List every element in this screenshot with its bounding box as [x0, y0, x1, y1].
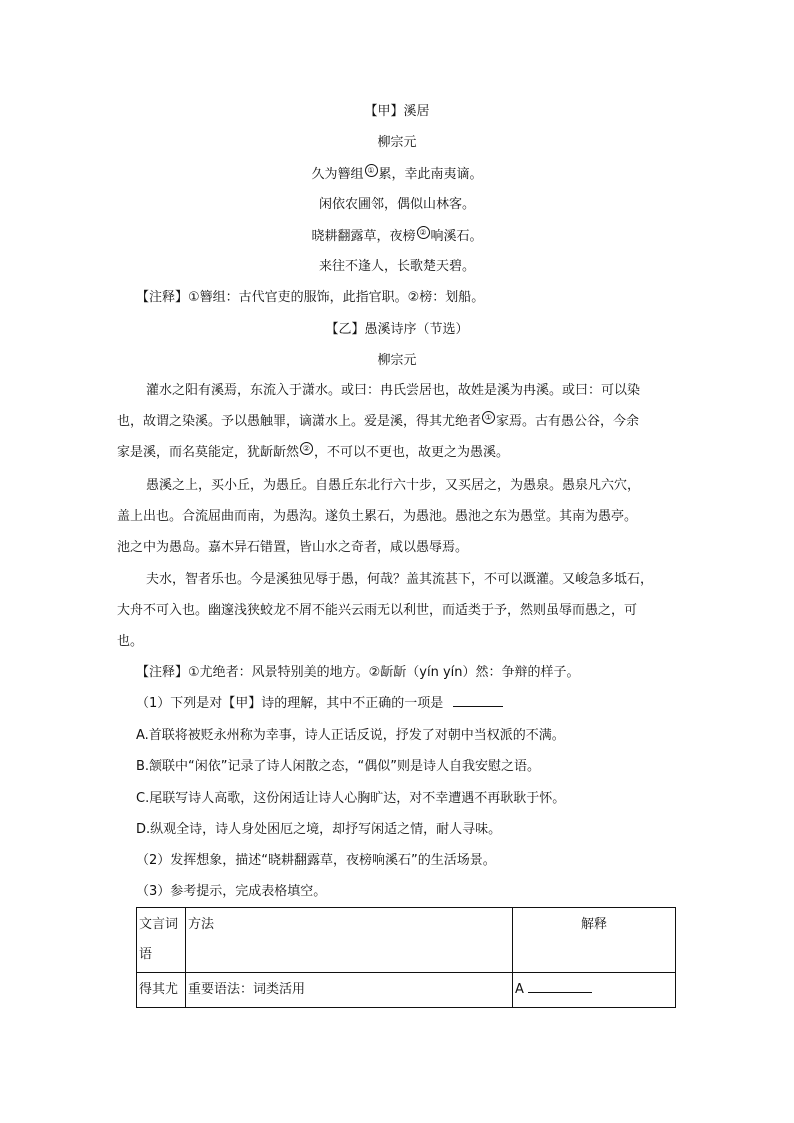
cell-explanation — [513, 973, 676, 1008]
poem-line-text: 久为簪组 — [311, 167, 364, 182]
note-marker-1: ① — [482, 411, 495, 424]
paragraph-line: 灌水之阳有溪焉，东流入于潇水。或曰：冉氏尝居也，故姓是溪为冉溪。或曰：可以染 — [146, 383, 641, 398]
option-c: C.尾联写诗人高歌，这份闲适让诗人心胸旷达，对不幸遭遇不再耿耿于怀。 — [136, 791, 566, 806]
question-1 — [136, 694, 503, 714]
paragraph-line: 大舟不可入也。幽邃浅狭蛟龙不屑不能兴云雨无以利世，而适类于予，然则虽辱而愚之，可 — [117, 603, 638, 618]
question-3: （3）参考提示，完成表格填空。 — [136, 884, 327, 899]
cell-word: 得其尤 — [137, 973, 186, 1008]
paragraph-line: 夫水，智者乐也。今是溪独见辱于愚，何哉？盖其流甚下，不可以溉灌。又峻急多坻石， — [146, 572, 654, 587]
cell-method: 重要语法：词类活用 — [186, 973, 513, 1008]
poem-a-author: 柳宗元 — [377, 135, 417, 150]
poem-a-note: 【注释】①簪组：古代官吏的服饰，此指官职。②榜：划船。 — [136, 290, 485, 305]
prose-b-paragraph-1 — [117, 375, 679, 468]
poem-line-text: 响溪石。 — [430, 229, 483, 244]
table-header-row — [137, 908, 676, 973]
header-method: 方法 — [186, 908, 513, 973]
paragraph-line: 愚溪之上，买小丘，为愚丘。自愚丘东北行六十步，又买居之，为愚泉。愚泉凡六穴， — [146, 478, 641, 493]
fill-in-table — [136, 907, 676, 1008]
paragraph-line: 池之中为愚岛。嘉木异石错置，皆山水之奇者，咸以愚辱焉。 — [117, 540, 469, 555]
prose-b-title: 【乙】愚溪诗序（节选） — [325, 322, 469, 337]
paragraph-text: ，不可以不更也，故更之为愚溪。 — [314, 445, 510, 460]
prose-b-paragraph-2 — [117, 470, 679, 563]
paragraph-text: 也，故谓之染溪。予以愚触罪，谪潇水上。爱是溪，得其尤绝者 — [117, 414, 482, 429]
paragraph-text: 家焉。古有愚公谷，今余 — [496, 414, 640, 429]
question-2: （2）发挥想象，描述“晓耕翻露草，夜榜响溪石”的生活场景。 — [136, 853, 496, 868]
header-explanation: 解释 — [513, 908, 676, 973]
poem-a-line-1 — [0, 164, 794, 185]
question-text: （1）下列是对【甲】诗的理解，其中不正确的一项是 — [136, 696, 444, 711]
option-a: A.首联将被贬永州称为幸事，诗人正话反说，抒发了对朝中当权派的不满。 — [136, 728, 565, 743]
option-b: B.颔联中“闲依”记录了诗人闲散之态，“偶似”则是诗人自我安慰之语。 — [136, 759, 540, 774]
poem-a-title: 【甲】溪居 — [364, 104, 430, 119]
note-marker-2: ② — [300, 442, 313, 455]
note-marker-2: ② — [417, 226, 430, 239]
prose-b-note: 【注释】①尤绝者：风景特别美的地方。②龂龂（yín yín）然：争辩的样子。 — [136, 665, 580, 680]
paragraph-text: 家是溪，而名莫能定，犹龂龂然 — [117, 445, 300, 460]
header-word: 文言词语 — [137, 908, 186, 973]
poem-a-line-3 — [0, 226, 794, 247]
paragraph-line — [117, 406, 679, 437]
poem-line-text: 晓耕翻露草，夜榜 — [311, 229, 416, 244]
paragraph-line: 盖上出也。合流屈曲而南，为愚沟。遂负土累石，为愚池。愚池之东为愚堂。其南为愚亭。 — [117, 509, 638, 524]
answer-blank[interactable] — [453, 694, 503, 707]
answer-label: A — [515, 982, 524, 997]
paragraph-line: 也。 — [117, 634, 144, 649]
prose-b-paragraph-3 — [117, 564, 679, 657]
table-row — [137, 973, 676, 1008]
note-marker-1: ① — [365, 164, 378, 177]
poem-line-text: 累，幸此南夷谪。 — [378, 167, 483, 182]
answer-blank[interactable] — [528, 980, 592, 993]
paragraph-line — [117, 437, 679, 468]
prose-b-author: 柳宗元 — [377, 353, 417, 368]
option-d: D.纵观全诗，诗人身处困厄之境，却抒写闲适之情，耐人寻味。 — [136, 822, 502, 837]
poem-a-line-2: 闲依农圃邻，偶似山林客。 — [318, 197, 475, 212]
poem-a-line-4: 来往不逢人，长歌楚天碧。 — [318, 259, 475, 274]
